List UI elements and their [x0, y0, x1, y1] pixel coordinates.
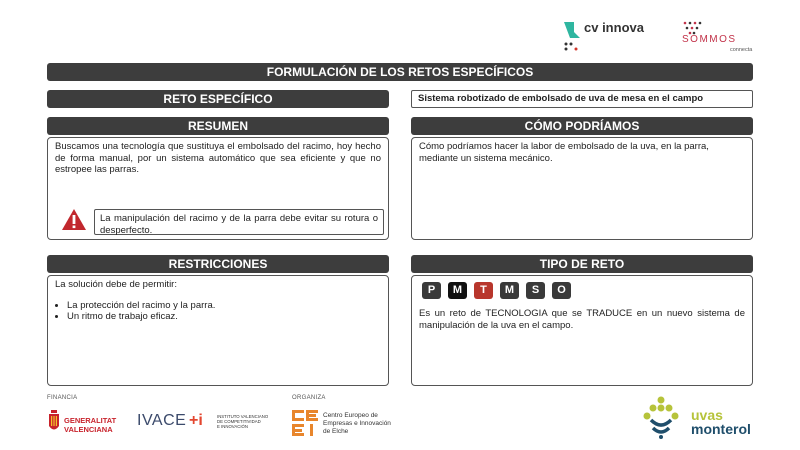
- resumen-header: RESUMEN: [47, 117, 389, 135]
- tipo-text: Es un reto de TECNOLOGIA que se TRADUCE en un nuevo sistema de manipulación de la uva en el campo.: [419, 308, 745, 331]
- warning-icon: [61, 208, 87, 231]
- tipo-de-reto-header: TIPO DE RETO: [411, 255, 753, 273]
- grapes-icon: [643, 396, 679, 440]
- tipo-o-badge: O: [552, 282, 571, 299]
- restricciones-intro: La solución debe de permitir:: [55, 279, 177, 290]
- reto-especifico-header: RETO ESPECÍFICO: [47, 90, 389, 108]
- tipo-buttons: [422, 282, 592, 299]
- ivace-logo: IVACE +i INSTITUTO VALENCIANO DE COMPETITIVIDAD E INNOVACIÓN: [137, 412, 269, 429]
- financia-label: FINANCIA: [47, 395, 78, 401]
- resumen-text: Buscamos una tecnología que sustituya el embolsado del racimo, hoy hecho de forma manual, por un sistema automático que sea eficiente y que no estropee las parras.: [55, 141, 381, 175]
- resumen-warning: La manipulación del racimo y de la parra debe evitar su rotura o desperfecto.: [94, 209, 384, 235]
- tipo-t-badge: T: [474, 282, 493, 299]
- tipo-p-badge: P: [422, 282, 441, 299]
- restricciones-header: RESTRICCIONES: [47, 255, 389, 273]
- gva-shield-icon: [47, 410, 61, 434]
- list-item: • Un ritmo de trabajo eficaz.: [67, 311, 381, 323]
- ceei-mark-icon: [292, 410, 318, 436]
- tipo-m2-badge: M: [500, 282, 519, 299]
- sommos-logo: SOMMOS connecta: [680, 20, 760, 54]
- generalitat-valenciana-logo: GENERALITAT VALENCIANA: [47, 408, 127, 436]
- como-podriamos-panel: [411, 137, 753, 240]
- tipo-m-badge: M: [448, 282, 467, 299]
- tipo-de-reto-panel: [411, 275, 753, 386]
- como-podriamos-text: Cómo podríamos hacer la labor de embolsado de la uva, en la parra, mediante un sistema mecánico.: [419, 141, 709, 164]
- cv-innova-mark-icon: [560, 20, 582, 54]
- tipo-s-badge: S: [526, 282, 545, 299]
- ceei-elche-logo: Centro Europeo de Empresas e Innovación de Elche: [292, 408, 402, 438]
- list-item: • La protección del racimo y la parra.: [67, 300, 381, 312]
- uvas-monterol-logo: uvas monterol: [643, 396, 758, 442]
- cv-innova-logo: cv innova: [560, 18, 645, 54]
- page-title: FORMULACIÓN DE LOS RETOS ESPECÍFICOS: [47, 63, 753, 81]
- organiza-label: ORGANIZA: [292, 395, 326, 401]
- restricciones-list: [55, 300, 381, 323]
- como-podriamos-header: CÓMO PODRÍAMOS: [411, 117, 753, 135]
- restricciones-panel: [47, 275, 389, 386]
- reto-especifico-value: Sistema robotizado de embolsado de uva de mesa en el campo: [411, 90, 753, 108]
- resumen-panel: [47, 137, 389, 240]
